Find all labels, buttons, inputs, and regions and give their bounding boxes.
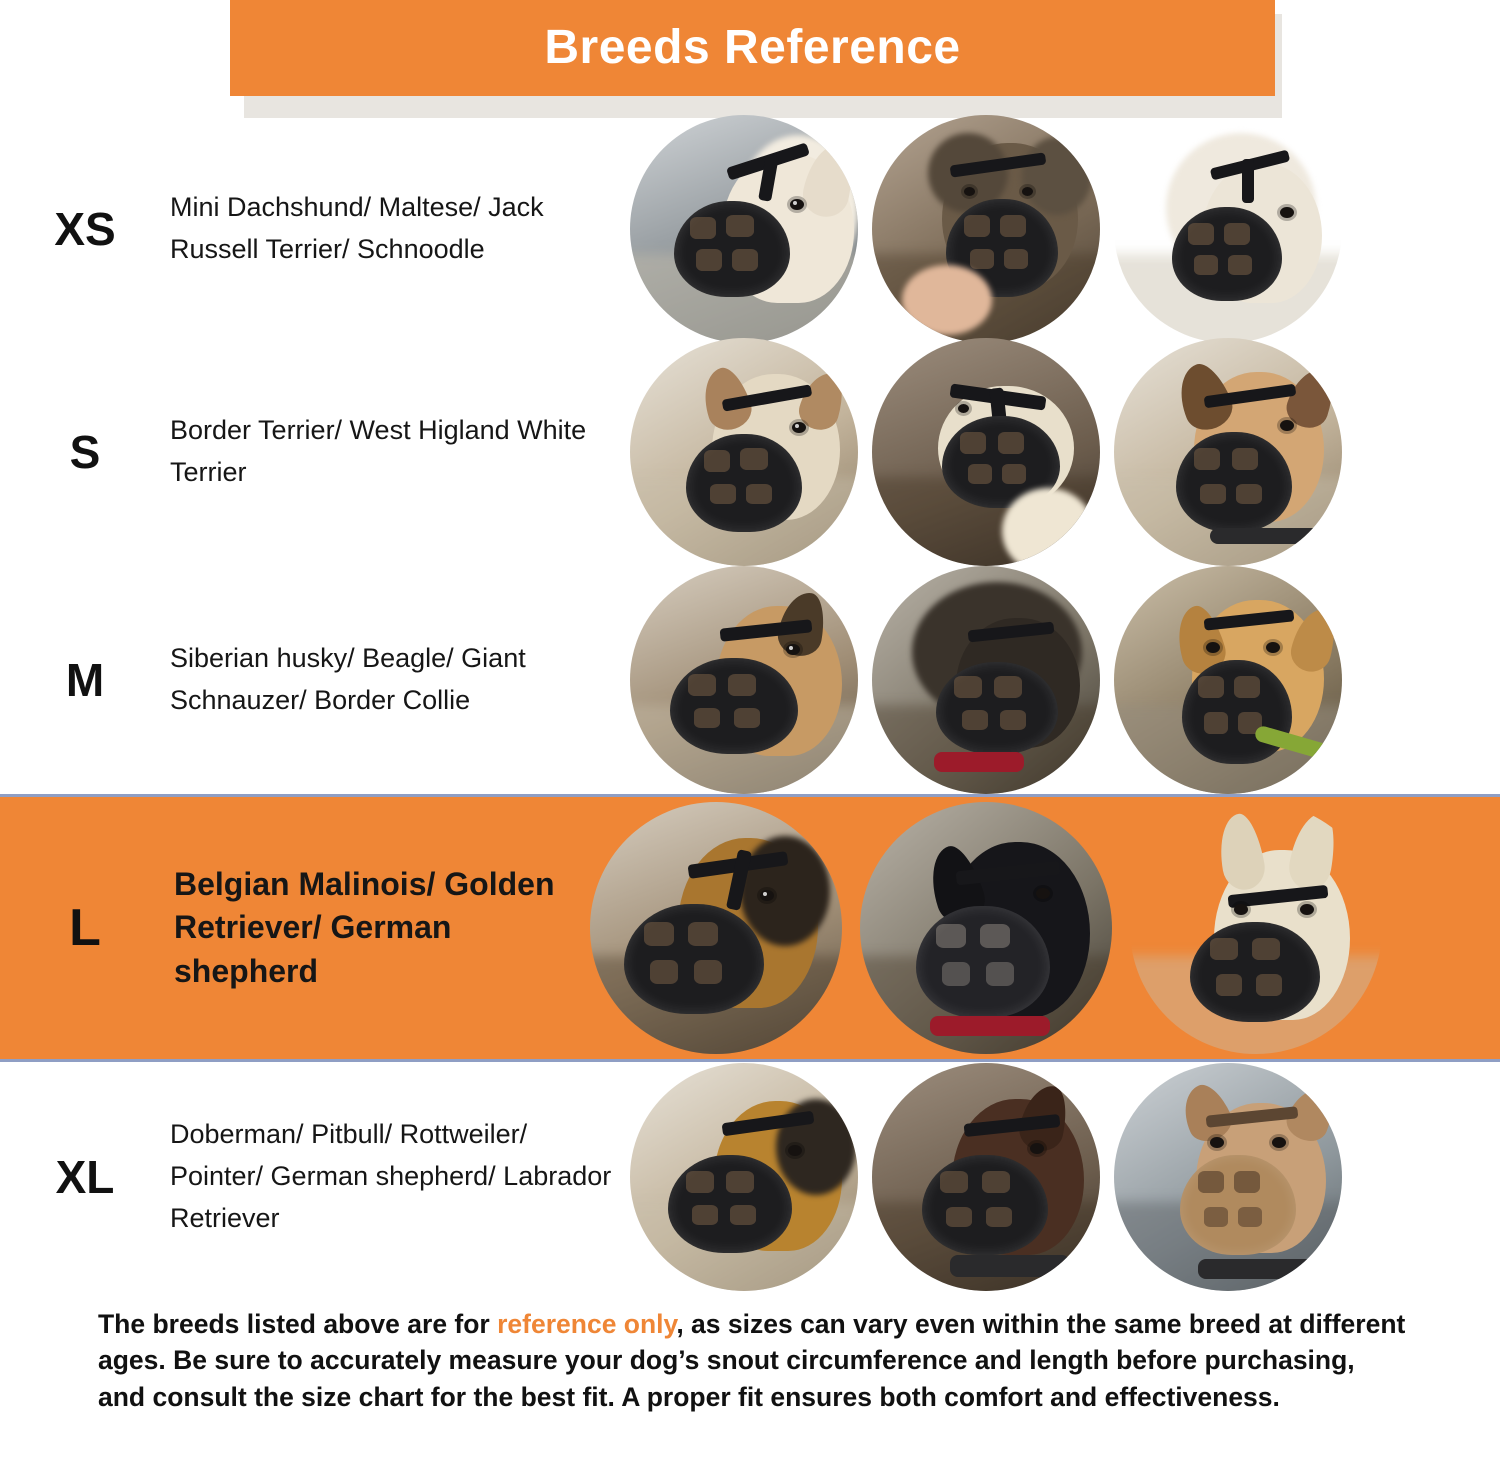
header-bar <box>230 0 1275 96</box>
breeds-label: Mini Dachshund/ Maltese/ Jack Russell Terrier/ Schnoodle <box>170 192 544 264</box>
dog-photo <box>630 566 858 794</box>
dog-photo <box>1114 115 1342 343</box>
table-row <box>0 338 1500 566</box>
size-label: L <box>69 899 101 957</box>
dog-photo <box>1114 566 1342 794</box>
dog-photo <box>590 802 842 1054</box>
size-label: XS <box>54 203 116 255</box>
dog-photo <box>1114 1063 1342 1291</box>
photo-group <box>630 115 1500 343</box>
dog-photo <box>872 566 1100 794</box>
footer-accent-text: reference only <box>497 1309 677 1339</box>
photo-group <box>630 338 1500 566</box>
table-row-highlighted <box>0 794 1500 1062</box>
dog-photo <box>630 115 858 343</box>
photo-group <box>630 1063 1500 1291</box>
footer-text-after: , as sizes can vary even within the same breed at different ages. Be sure to accurately measure your dog’s snout circumference and length before purchasing, and consult the size chart for the best fit. A proper fit ensures both comfort and effectiveness. <box>98 1309 1406 1412</box>
table-row <box>0 1062 1500 1292</box>
table-row <box>0 120 1500 338</box>
dog-photo <box>630 338 858 566</box>
dog-photo <box>1130 802 1382 1054</box>
breeds-label: Belgian Malinois/ Golden Retriever/ German shepherd <box>174 866 555 989</box>
dog-photo <box>872 115 1100 343</box>
dog-photo <box>872 1063 1100 1291</box>
size-rows <box>0 120 1500 1292</box>
size-label: M <box>65 654 105 706</box>
table-row <box>0 566 1500 794</box>
breeds-label: Doberman/ Pitbull/ Rottweiler/ Pointer/ German shepherd/ Labrador Retriever <box>170 1119 612 1233</box>
page-title: Breeds Reference <box>544 21 961 74</box>
size-label: S <box>69 426 101 478</box>
photo-group <box>590 802 1500 1054</box>
photo-group <box>630 566 1500 794</box>
breeds-label: Siberian husky/ Beagle/ Giant Schnauzer/ Border Collie <box>170 643 526 715</box>
dog-photo <box>872 338 1100 566</box>
breeds-label: Border Terrier/ West Higland White Terrier <box>170 415 587 487</box>
size-label: XL <box>55 1151 115 1203</box>
dog-photo <box>1114 338 1342 566</box>
footer-note <box>0 1292 1500 1415</box>
dog-photo <box>860 802 1112 1054</box>
header <box>0 0 1500 120</box>
dog-photo <box>630 1063 858 1291</box>
footer-text-before: The breeds listed above are for <box>98 1309 498 1339</box>
